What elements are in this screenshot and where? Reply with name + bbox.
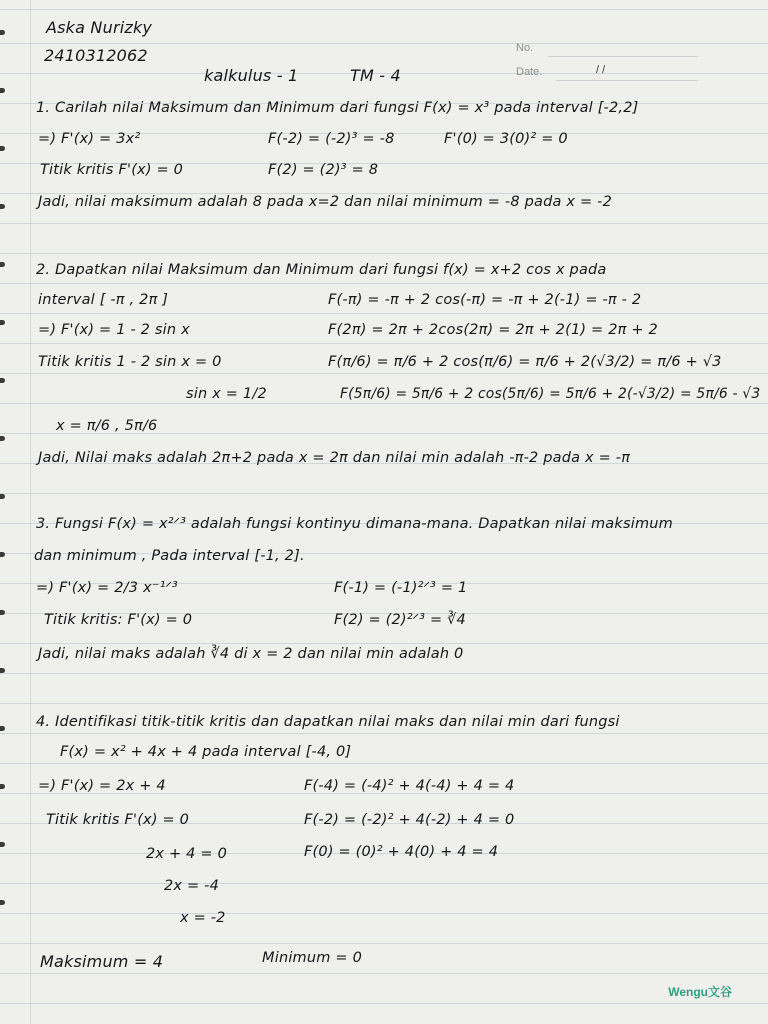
margin-rule <box>30 0 31 1024</box>
problem-4-step-2: 2x = -4 <box>164 878 220 894</box>
course-title: kalkulus - 1 <box>204 66 299 85</box>
problem-4-maximum: Maksimum = 4 <box>40 952 164 971</box>
date-field-line <box>556 80 698 81</box>
problem-4-derivative: =) F'(x) = 2x + 4 <box>38 778 166 794</box>
student-name: Aska Nurizky <box>46 18 153 37</box>
problem-3-conclusion: Jadi, nilai maks adalah ∛4 di x = 2 dan nilai min adalah 0 <box>38 646 464 662</box>
problem-3-statement: 3. Fungsi F(x) = x²ᐟ³ adalah fungsi kontinyu dimana-mana. Dapatkan nilai maksimum <box>36 516 674 532</box>
problem-4-critical: Titik kritis F'(x) = 0 <box>46 812 190 828</box>
date-value: / / <box>596 64 606 76</box>
problem-2-interval: interval [ -π , 2π ] <box>38 292 169 308</box>
problem-3-critical: Titik kritis: F'(x) = 0 <box>44 612 193 628</box>
binder-hole <box>0 610 5 615</box>
problem-1-conclusion: Jadi, nilai maksimum adalah 8 pada x=2 dan nilai minimum = -8 pada x = -2 <box>38 194 612 210</box>
problem-2-conclusion: Jadi, Nilai maks adalah 2π+2 pada x = 2π dan nilai min adalah -π-2 pada x = -π <box>38 450 631 466</box>
binder-hole <box>0 436 5 441</box>
problem-1-critical: Titik kritis F'(x) = 0 <box>40 162 184 178</box>
no-label: No. <box>516 42 534 54</box>
binder-hole <box>0 204 5 209</box>
session-title: TM - 4 <box>350 66 401 85</box>
problem-2-derivative: =) F'(x) = 1 - 2 sin x <box>38 322 190 338</box>
problem-3-interval: dan minimum , Pada interval [-1, 2]. <box>34 548 305 564</box>
binder-hole <box>0 262 5 267</box>
problem-3-eval-2: F(2) = (2)²ᐟ³ = ∛4 <box>334 612 466 628</box>
binder-hole <box>0 320 5 325</box>
binder-hole <box>0 146 5 151</box>
problem-2-sin-value: sin x = 1/2 <box>186 386 267 402</box>
binder-hole <box>0 668 5 673</box>
problem-1-eval-right: F(2) = (2)³ = 8 <box>268 162 379 178</box>
problem-4-minimum: Minimum = 0 <box>262 950 362 966</box>
problem-4-step-1: 2x + 4 = 0 <box>146 846 227 862</box>
binder-hole <box>0 900 5 905</box>
problem-2-solutions: x = π/6 , 5π/6 <box>56 418 158 434</box>
problem-3-derivative: =) F'(x) = 2/3 x⁻¹ᐟ³ <box>36 580 178 596</box>
problem-4-eval-0: F(0) = (0)² + 4(0) + 4 = 4 <box>304 844 499 860</box>
binder-hole <box>0 494 5 499</box>
problem-3-eval-neg1: F(-1) = (-1)²ᐟ³ = 1 <box>334 580 468 596</box>
problem-4-eval-neg4: F(-4) = (-4)² + 4(-4) + 4 = 4 <box>304 778 515 794</box>
student-id: 2410312062 <box>44 46 148 65</box>
binder-hole <box>0 378 5 383</box>
binder-hole <box>0 784 5 789</box>
binder-hole <box>0 842 5 847</box>
date-label: Date. <box>516 66 543 78</box>
problem-4-eval-neg2: F(-2) = (-2)² + 4(-2) + 4 = 0 <box>304 812 515 828</box>
binder-hole <box>0 726 5 731</box>
problem-2-eval-2pi: F(2π) = 2π + 2cos(2π) = 2π + 2(1) = 2π + 2 <box>328 322 658 338</box>
problem-2-eval-neg-pi: F(-π) = -π + 2 cos(-π) = -π + 2(-1) = -π - 2 <box>328 292 642 308</box>
problem-1-statement: 1. Carilah nilai Maksimum dan Minimum dari fungsi F(x) = x³ pada interval [-2,2] <box>36 100 639 116</box>
binder-hole <box>0 30 5 35</box>
problem-2-eval-pi6: F(π/6) = π/6 + 2 cos(π/6) = π/6 + 2(√3/2) = π/6 + √3 <box>328 354 722 370</box>
problem-1-derivative: =) F'(x) = 3x² <box>38 131 141 147</box>
binder-hole <box>0 552 5 557</box>
problem-1-eval-left: F(-2) = (-2)³ = -8 <box>268 131 395 147</box>
problem-2-statement: 2. Dapatkan nilai Maksimum dan Minimum dari fungsi f(x) = x+2 cos x pada <box>36 262 607 278</box>
brand-logo: Wengu文谷 <box>668 985 732 999</box>
problem-4-function: F(x) = x² + 4x + 4 pada interval [-4, 0] <box>60 744 352 760</box>
problem-2-eval-5pi6: F(5π/6) = 5π/6 + 2 cos(5π/6) = 5π/6 + 2(-√3/2) = 5π/6 - √3 <box>340 386 761 402</box>
problem-4-statement: 4. Identifikasi titik-titik kritis dan dapatkan nilai maks dan nilai min dari fungsi <box>36 714 620 730</box>
problem-4-step-3: x = -2 <box>180 910 226 926</box>
problem-1-eval-zero: F'(0) = 3(0)² = 0 <box>444 131 568 147</box>
no-field-line <box>548 56 698 57</box>
problem-2-critical: Titik kritis 1 - 2 sin x = 0 <box>38 354 222 370</box>
binder-hole <box>0 88 5 93</box>
